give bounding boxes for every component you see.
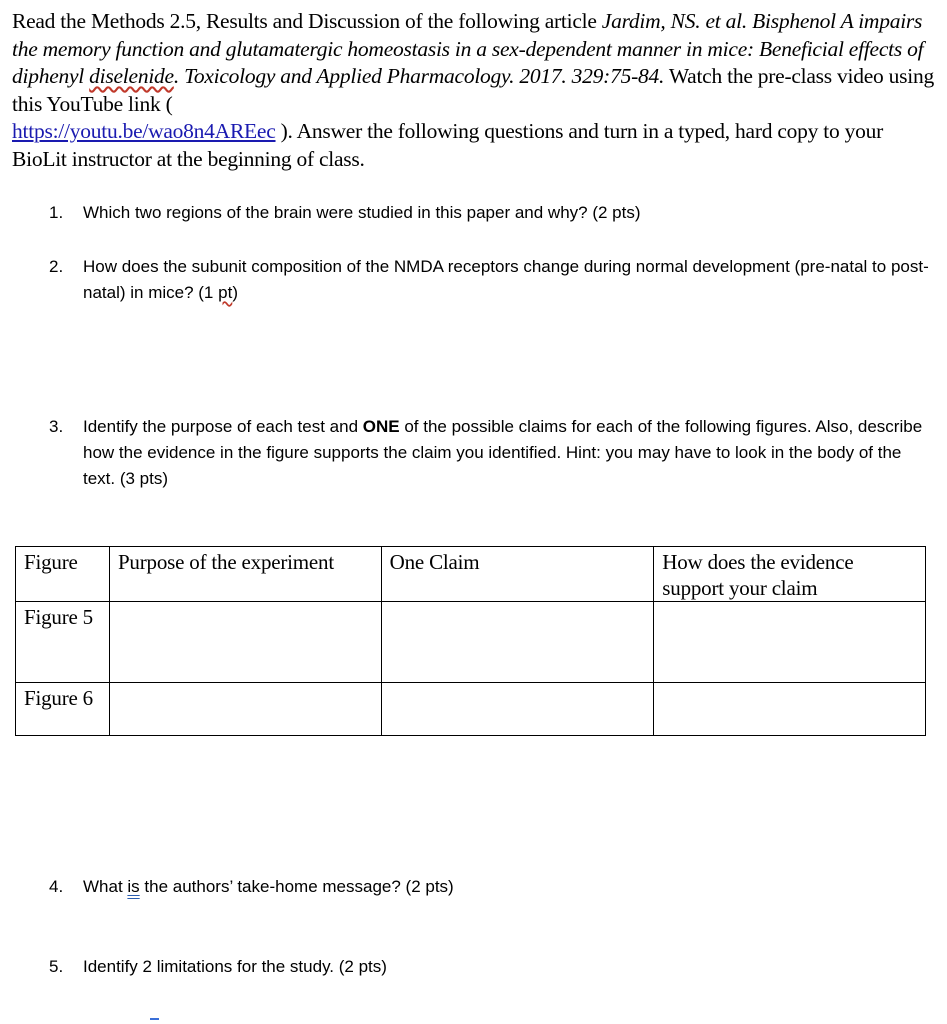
intro-text-3: ). Answer the following questions and turn in a typed, hard copy to your BioLit instructor at the beginning of class. [12,119,884,171]
row-figure-6-claim-cell[interactable] [381,683,654,736]
question-3-emphasis: ONE [362,417,400,436]
figure-analysis-table [15,546,926,736]
table-row [16,602,926,683]
question-4-text-a: What [83,877,128,896]
question-5-text: Identify 2 limitations for the study. (2 pts) [83,957,387,976]
question-4-text [83,874,929,900]
question-4 [49,874,929,900]
table-header-row [16,547,926,602]
table-row [16,683,926,736]
intro-text-1: Read the Methods 2.5, Results and Discussion of the following article [12,9,602,33]
article-authors: Jardim, NS. et al. [601,9,747,33]
row-figure-6-purpose-cell[interactable] [109,683,381,736]
header-figure: Figure [16,547,110,602]
article-title-part-a: Bisphenol A impairs the memory function and glutamatergic homeostasis in a sex-dependent manner in mice: Beneficial effects of diphenyl [12,9,924,88]
header-claim: One Claim [381,547,654,602]
question-3-text-a: Identify the purpose of each test and [83,417,363,436]
question-3 [49,414,929,492]
row-figure-5-label: Figure 5 [16,602,110,683]
question-2-text-a: How does the subunit composition of the NMDA receptors change during normal development (pre-natal to post-natal) in mice? (1 [83,257,929,302]
row-figure-6-evidence-cell[interactable] [654,683,926,736]
row-figure-5-claim-cell[interactable] [381,602,654,683]
question-3-text-b: of the possible claims for each of the following figures. Also, describe how the evidence in the figure supports the claim you identified. Hint: you may have to look in the body of the text. (3 pts) [83,417,923,488]
question-1-text: Which two regions of the brain were studied in this paper and why? (2 pts) [83,203,641,222]
question-4-number: 4. [49,877,64,896]
article-title-spellcheck-word: diselenide [89,64,174,88]
question-5 [49,954,929,980]
question-4-grammar-word: is [127,877,140,896]
question-1 [49,200,929,226]
question-2-spellcheck-word: pt [218,283,233,302]
header-evidence: How does the evidence support your claim [654,547,926,602]
youtube-link[interactable]: https://youtu.be/wao8n4AREec [12,119,276,143]
header-purpose: Purpose of the experiment [109,547,381,602]
question-2-text [83,254,929,306]
assignment-instructions [12,8,937,173]
text-cursor [150,1018,159,1020]
row-figure-5-purpose-cell[interactable] [109,602,381,683]
intro-text-2: Watch the pre-class video using this YouTube link ( [12,64,935,116]
article-title-part-c: . Toxicology and Applied Pharmacology. 2017. 329:75-84. [173,64,665,88]
question-2-number: 2. [49,257,64,276]
question-3-number: 3. [49,417,64,436]
question-4-text-c: the authors’ take-home message? (2 pts) [139,877,454,896]
question-2-text-c: ) [232,283,238,302]
question-1-number: 1. [49,203,64,222]
question-3-text [83,414,929,492]
question-5-number: 5. [49,957,64,976]
row-figure-6-label: Figure 6 [16,683,110,736]
question-2 [49,254,929,306]
row-figure-5-evidence-cell[interactable] [654,602,926,683]
